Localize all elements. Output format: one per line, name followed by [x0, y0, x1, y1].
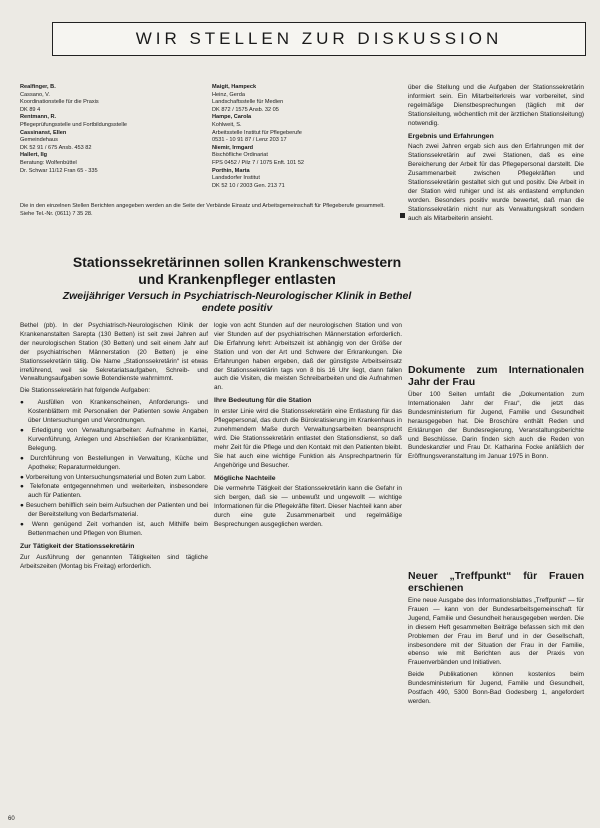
contact-line: Cassano, V. — [20, 91, 50, 98]
news-heading: Neuer „Treffpunkt“ für Frauen erschienen — [408, 570, 584, 594]
header-footnote: Die in den einzelnen Stellen Berichten angegeben werden an die Seite der Verbände Einsatz und Arbeitsgemeinschaft für Pflegeberufe gesammelt. Siehe Tel.-Nr. (0611) 7 35 28. — [20, 203, 385, 217]
bullet-text: Durchführung von Bestellungen in Verwaltung, Küche und Apotheke; Reparaturmeldungen. — [28, 454, 208, 471]
contact-line: Arbeitsstelle Institut für Pflegeberufe — [212, 129, 302, 136]
article-paragraph: Zur Ausführung der genannten Tätigkeiten sind tägliche Arbeitszeiten (Montag bis Freitag) erforderlich. — [20, 553, 208, 570]
contact-line: Cassinanst, Ellen — [20, 129, 67, 136]
page-number: 60 — [8, 816, 15, 822]
section-subheading: Ihre Bedeutung für die Station — [214, 397, 312, 405]
contact-line: Hallert, Ilg — [20, 152, 48, 159]
contact-line: Hampe, Carola — [212, 114, 252, 121]
bullet-text: Vorbereitung von Untersuchungsmaterial und Boten zum Labor. — [25, 473, 206, 481]
contact-line: Dr. Schwar 11/12 Fran 65 - 335 — [20, 167, 98, 174]
article-paragraph: Nach zwei Jahren ergab sich aus den Erfahrungen mit der Stationssekretärin auf zwei Stationen, daß es eine Bereicherung der Arbeit für das Pflegepersonal darstellt. Die Zusammenarbeit zwischen Pflegekräften und Stationssekretärin gestaltet sich gut und positiv. Die Arbeit in der Station wird ruhiger und ist als entlastend empfunden worden. Besonders positiv wurde bewertet, daß man die Stationssekretärin nicht nur als Verwaltungskraft sondern auch als Mitarbeiterin ansieht. — [408, 143, 584, 222]
news-text: Über 100 Seiten umfaßt die „Dokumentation zum Internationalen Jahr der Frau“, die jetzt das Bundesministerium für Jugend, Familie und Gesundheit herausgegeben hat. Die Broschüre enthält Reden und Erklärungen der Bundesregierung, Veranstaltungsberichte und Beschlüsse. Darin finden sich auch die Reden von Bundeskanzler und Frau Dr. Katharina Focke anläßlich der Eröffnungsveranstaltung im Januar 1975 in Bonn. — [408, 391, 584, 461]
bullet-text: Besuchern behilflich sein beim Aufsuchen der Patienten und bei der Bereitstellung von Bedarfsmaterial. — [26, 502, 208, 519]
contact-line: Maigit, Hampeck — [212, 84, 257, 90]
section-subheading: Zur Tätigkeit der Stationssekretärin — [20, 542, 135, 550]
contact-line: Heinz, Gerda — [212, 91, 245, 98]
news-text: Eine neue Ausgabe des Informationsblattes „Treffpunkt“ — für Frauen — kann von der Bundesarbeitsgemeinschaft für Jugend, Familie und Gesundheit herausgegeben werden. Die in diesem Heft gesammelten Beiträge befassen sich mit den Problemen der Frau im Beruf und in der Gesellschaft, insbesondere mit der Situation der Frau in der Familie, ebenso wie mit Berichten aus der Praxis von Frauenverbänden und Initiativen. — [408, 597, 584, 667]
article-column-3 — [408, 84, 584, 346]
section-subheading: Ergebnis und Erfahrungen — [408, 132, 494, 140]
bullet-item: ● Wenn genügend Zeit vorhanden ist, auch Mithilfe beim Bettenmachen und Pflegen von Blumen. — [20, 521, 208, 537]
article-paragraph: über die Stellung und die Aufgaben der Stationssekretärin informiert sein. Ein Mitarbeiterkreis war vorbereitet, sind regelmäßige Dienstbesprechungen (täglich mit der Stationsleitung, wöchentlich mit der ärztlichen Stationsleitung) notwendig. — [408, 84, 584, 127]
article-paragraph: Bethel (pb). In der Psychiatrisch-Neurologischen Klinik der Krankenanstalten Sarepta (130 Betten) ist seit zwei Jahren auf der neurologischen Station (30 Betten) und seit einem Jahr auf der psychiatrischen Männerstation (20 Betten) je eine Stationssekretärin tätig. Die Name „Stationssekretärin“ ist etwas irreführend, weil sie Sekretariatsaufgaben, Schreib- und Verwaltungsaufgaben sowie Botendienste wahrnimmt. — [20, 322, 208, 383]
contacts-left-column — [20, 84, 200, 175]
contact-line: Koordinationstelle für die Praxis — [20, 99, 99, 106]
bullet-text: Telefonate entgegennehmen und weiterleiten, insbesondere auch für Patienten. — [28, 483, 208, 500]
contact-line: DK 52 10 / 2003 Gen. 213 71 — [212, 182, 285, 189]
contact-line: DK 872 / 1575 Ansb. 32 05 — [212, 106, 279, 113]
bullet-text: Wenn genügend Zeit vorhanden ist, auch Mithilfe beim Bettenmachen und Pflegen von Blumen. — [28, 521, 208, 537]
bullet-item: ● Telefonate entgegennehmen und weiterleiten, insbesondere auch für Patienten. — [20, 483, 208, 500]
article-title: Stationssekretärinnen sollen Krankenschwestern und Krankenpfleger entlasten — [72, 254, 402, 287]
end-mark-icon — [400, 213, 405, 218]
news-contact: Beide Publikationen können kostenlos beim Bundesministerium für Jugend, Familie und Gesundheit, Postfach 490, 5300 Bonn-Bad Godesberg 1, angefordert werden. — [408, 671, 584, 705]
article-column-1 — [20, 322, 208, 810]
bullet-item: ● Vorbereitung von Untersuchungsmaterial und Boten zum Labor. — [20, 473, 206, 481]
contact-line: 0531 - 10 91 87 / Lenz 203 17 — [212, 137, 287, 144]
contact-line: Landschaftsstelle für Medien — [212, 99, 284, 106]
contact-line: DK 52 91 / 675 Ansb. 453 82 — [20, 144, 92, 151]
contact-line: Porthin, Marta — [212, 167, 250, 174]
article-subtitle: Zweijähriger Versuch in Psychiatrisch-Neurologischer Klinik in Bethel endete positiv — [62, 290, 412, 314]
article-paragraph: Die Stationssekretärin hat folgende Aufgaben: — [20, 387, 151, 395]
contact-line: Kohlweit, S. — [212, 121, 242, 128]
article-column-2 — [214, 322, 402, 810]
contact-line: Pflegeprüfungsstelle und Fortbildungsstelle — [20, 121, 127, 128]
bullet-text: Erledigung von Verwaltungsarbeiten: Aufnahme in Kartei, Kurvenführung, Anlegen und Abschließen der Krankenblätter, Belegung. — [28, 426, 208, 452]
bullet-item: ● Besuchern behilflich sein beim Aufsuchen der Patienten und bei der Bereitstellung von Bedarfsmaterial. — [20, 502, 208, 519]
contact-line: DK 89 4 — [20, 106, 41, 113]
contact-line: FPS 0452 / Pilz 7 / 1075 Enft. 101 52 — [212, 159, 305, 166]
contact-line: Gemeindehaus — [20, 137, 58, 144]
bullet-text: Ausfüllen von Krankenscheinen, Anforderungs- und Kostenblättern mit Personalien der Patienten sowie Angaben über Untersuchungen und Verordnungen. — [28, 399, 208, 425]
contact-line: Beratung: Wolfenbüttel — [20, 159, 77, 166]
section-subheading: Mögliche Nachteile — [214, 474, 276, 482]
contact-line: Landsdorfer Institut — [212, 175, 260, 182]
article-paragraph: In erster Linie wird die Stationssekretärin eine Entlastung für das Pflegepersonal, das durch die Bürokratisierung im Krankenhaus in zunehmendem Maße durch Verwaltungsarbeiten beansprucht wird. Die Stationssekretärin entlastet den Stationsdienst, so daß mehr Zeit für die Pflege und den Kontakt mit den Patienten bleibt. Sie hat auch eine wichtige Funktion als Ansprechpartnerin für Angehörige und Besucher. — [214, 408, 402, 469]
contact-line: Rentmann, R. — [20, 114, 57, 121]
contact-line: Realfinger, B. — [20, 84, 56, 90]
bullet-item: ● Erledigung von Verwaltungsarbeiten: Aufnahme in Kartei, Kurvenführung, Anlegen und Abschließen der Krankenblätter, Belegung. — [20, 426, 208, 452]
contacts-mid-column — [212, 84, 392, 190]
article-paragraph: logie von acht Stunden auf der neurologischen Station und von vier Stunden auf der psychiatrischen Männerstation erforderlich. Die Erfahrung lehrt: Arbeitszeit ist abhängig von der Größe der Station und von der Art und Schwere der Erkrankungen. Die Erfahrungen haben ergeben, daß der günstigste Arbeitseinsatz der Stationssekretärin tags von 8 bis 16 Uhr liegt, dann fallen auch die Visiten, die meisten Schreibarbeiten und die Aufnahmen an. — [214, 322, 402, 392]
section-banner: WIR STELLEN ZUR DISKUSSION — [52, 22, 586, 56]
bullet-item: ● Durchführung von Bestellungen in Verwaltung, Küche und Apotheke; Reparaturmeldungen. — [20, 454, 208, 471]
article-paragraph: Die vermehrte Tätigkeit der Stationssekretärin kann die Gefahr in sich bergen, daß sie — unbewußt und ungewollt — wichtige Informationen für die Pflegekräfte filtert. Dieser Nachteil kann aber durch eine gute Zusammenarbeit und regelmäßige Besprechungen ausgeglichen werden. — [214, 485, 402, 529]
news-heading: Dokumente zum Internationalen Jahr der Frau — [408, 364, 584, 388]
news-item-documents — [408, 360, 584, 560]
contact-line: Niemir, Irmgard — [212, 144, 254, 151]
news-item-treffpunkt — [408, 566, 584, 810]
bullet-item: ● Ausfüllen von Krankenscheinen, Anforderungs- und Kostenblättern mit Personalien der Patienten sowie Angaben über Untersuchungen und Verordnungen. — [20, 399, 208, 425]
contact-line: Bischöfliche Ordinariat — [212, 152, 268, 159]
